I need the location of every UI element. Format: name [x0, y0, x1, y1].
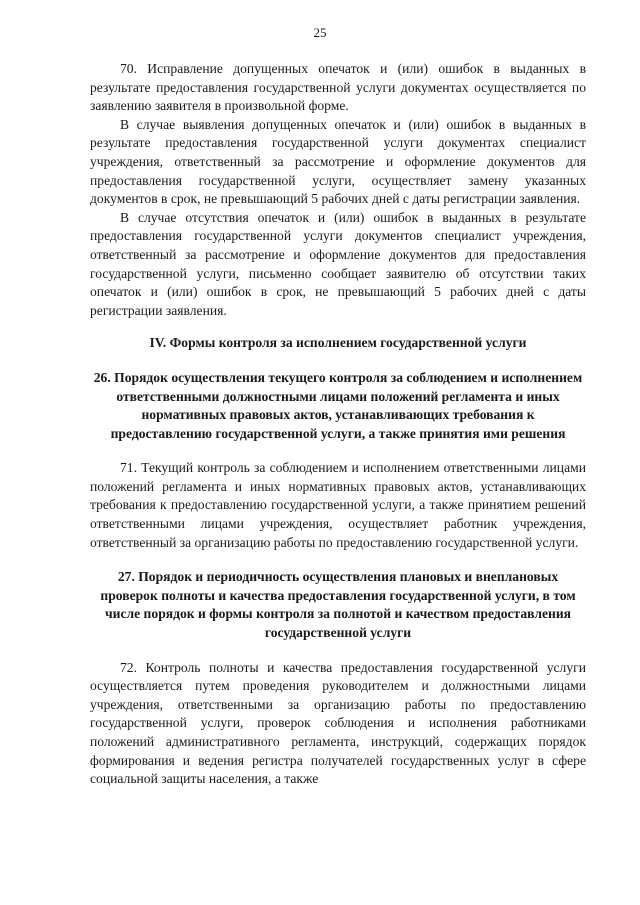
paragraph-70-no-errors: В случае отсутствия опечаток и (или) ошибок в выданных в результате предоставления государственной услуги документов специалист учреждения, ответственный за рассмотрение и оформление документов для предоставления государственной услуги, письменно сообщает заявителю об отсутствии таких опечаток и (или) ошибок в срок, не превышающий 5 рабочих дней с даты регистрации заявления. — [90, 209, 586, 318]
paragraph-70-errors-found: В случае выявления допущенных опечаток и (или) ошибок в выданных в результате предоставления государственной услуги документах специалист учреждения, ответственный за рассмотрение и оформление документов для предоставления государственной услуги, осуществляет замену указанных документов в срок, не превышающий 5 рабочих дней с даты регистрации заявления. — [90, 116, 586, 207]
page-number: 25 — [313, 25, 327, 40]
document-body — [90, 60, 586, 789]
paragraph-71: 71. Текущий контроль за соблюдением и исполнением ответственными лицами положений регламента и иных нормативных правовых актов, устанавливающих требования к предоставлению государственной услуги, а также принятием решений ответственными лицами учреждения, осуществляет работник учреждения, ответственный за организацию работы по предоставлению государственной услуги. — [90, 460, 586, 550]
section-heading-iv: IV. Формы контроля за исполнением государственной услуги — [149, 335, 527, 351]
subheading-26: 26. Порядок осуществления текущего контроля за соблюдением и исполнением ответственными должностными лицами положений регламента и иных нормативных правовых актов, устанавливающих требования к предоставлению государственной услуги, а также принятия ими решения — [93, 369, 583, 441]
paragraph-72: 72. Контроль полноты и качества предоставления государственной услуги осуществляется путем проведения руководителем и должностными лицами учреждения, ответственными за организацию работы по предоставлению государственной услуги, проверок соблюдения и исполнения работниками положений административного регламента, инструкций, содержащих порядок формирования и ведения регистра получателей государственных услуг в сфере социальной защиты населения, а также — [90, 659, 586, 787]
subheading-27: 27. Порядок и периодичность осуществления плановых и внеплановых проверок полноты и качества предоставления государственной услуги, в том числе порядок и формы контроля за полнотой и качеством предоставления государственной услуги — [100, 569, 576, 641]
paragraph-70: 70. Исправление допущенных опечаток и (или) ошибок в выданных в результате предоставления государственной услуги документах осуществляется по заявлению заявителя в произвольной форме. — [90, 61, 586, 114]
